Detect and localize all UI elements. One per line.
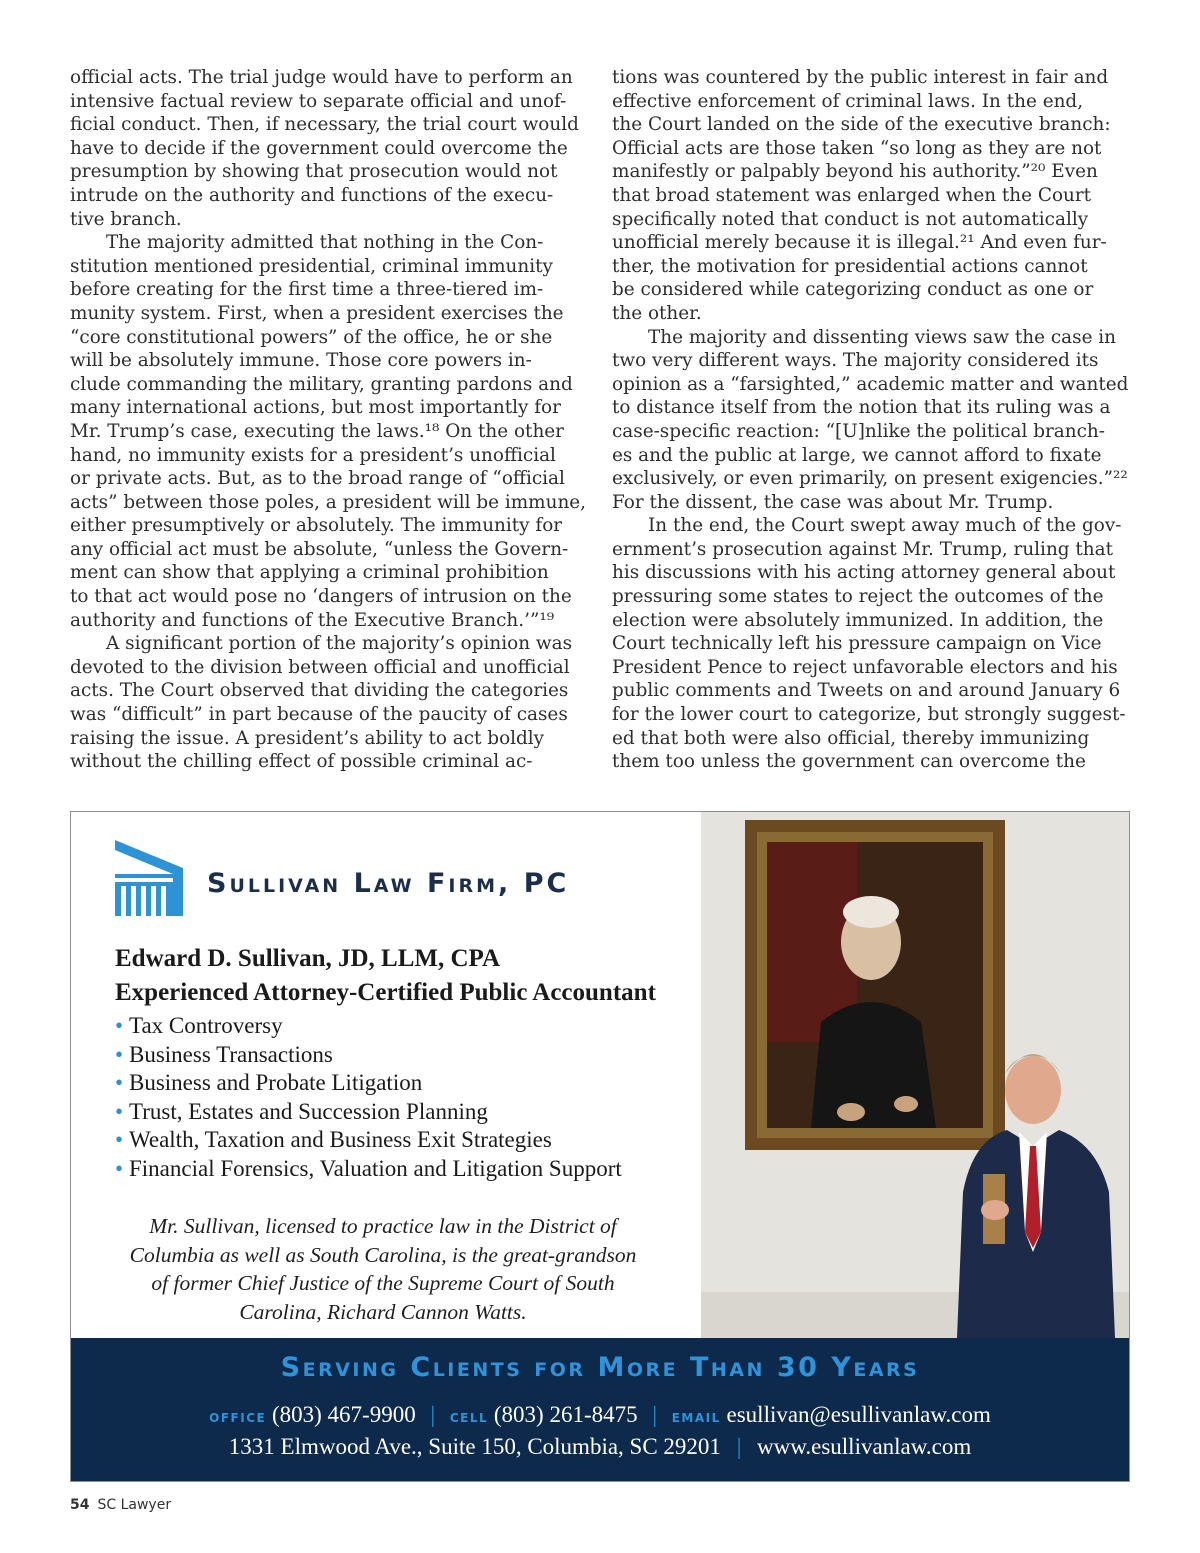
separator: |	[652, 1402, 657, 1427]
service-item	[115, 1126, 622, 1155]
service-item	[115, 1155, 622, 1184]
attorney-heading	[115, 942, 715, 1010]
service-label: Tax Controversy	[129, 1013, 283, 1038]
columns-logo-icon	[115, 840, 183, 916]
attorney-name: Edward D. Sullivan, JD, LLM, CPA	[115, 945, 501, 972]
law-firm-advertisement	[70, 811, 1130, 1482]
cell-phone[interactable]: (803) 261-8475	[493, 1402, 638, 1427]
cell-label: CELL	[449, 1411, 489, 1425]
article-left-column	[70, 66, 590, 774]
attorney-portrait-photo	[701, 812, 1130, 1338]
service-item	[115, 1012, 622, 1041]
attorney-bio: Mr. Sullivan, licensed to practice law in the District of Columbia as well as South Carolina, is the great-grandson of former Chief Justice of the Supreme Court of South Carolina, Richard Cannon Watts.	[129, 1214, 637, 1324]
service-label: Trust, Estates and Succession Planning	[129, 1098, 488, 1124]
service-label: Wealth, Taxation and Business Exit Strategies	[129, 1127, 552, 1152]
attorney-title: Experienced Attorney-Certified Public Accountant	[115, 979, 656, 1006]
article-paragraph: tions was countered by the public interest in fair and effective enforcement of criminal laws. In the end, the Court landed on the side of the executive branch: Official acts are those taken “so long as they are not manifestly or palpably beyond his authority.”²⁰ Even that broad statement was enlarged when the Court specifically noted that conduct is not automatically unofficial merely because it is illegal.²¹ And even fur- ther, the motivation for presidential actions cannot be considered while categorizing conduct as one or the other.	[612, 67, 1111, 324]
article-paragraph: The majority and dissenting views saw the case in two very different ways. The majority considered its opinion as a “farsighted,” academic matter and wanted to distance itself from the notion that its ruling was a case-specific reaction: “[U]nlike the political branch- es and the public at large, we cannot afford to fixate exclusively, or even primarily, on present exigencies.”²² For the dissent, the case was about Mr. Trump.	[612, 326, 1129, 513]
contact-banner	[71, 1338, 1129, 1481]
office-phone[interactable]: (803) 467-9900	[271, 1402, 416, 1427]
address-line	[71, 1434, 1129, 1460]
service-item	[115, 1069, 622, 1098]
firm-name: Sullivan Law Firm, PC	[207, 868, 570, 899]
separator: |	[736, 1434, 742, 1459]
contact-line	[71, 1402, 1129, 1428]
page-footer	[70, 1497, 171, 1513]
tagline: Serving Clients for More Than 30 Years	[280, 1352, 920, 1383]
email-label: EMAIL	[671, 1411, 721, 1425]
bullet-icon: •	[115, 1127, 124, 1152]
separator: |	[430, 1402, 436, 1427]
bullet-icon: •	[115, 1155, 124, 1181]
article-paragraph: A significant portion of the majority’s opinion was devoted to the division between official and unofficial acts. The Court observed that dividing the categories was “difficult” in part because of the paucity of cases raising the issue. A president’s ability to act boldly without the chilling effect of possible criminal ac-	[70, 633, 573, 773]
website-link[interactable]: www.esullivanlaw.com	[757, 1434, 972, 1459]
article-right-column	[612, 66, 1132, 774]
service-item	[115, 1098, 622, 1127]
article-paragraph: official acts. The trial judge would have to perform an intensive factual review to separate official and unof- ficial conduct. Then, if necessary, the trial court would have to decide if the government could overcome the presumption by showing that prosecution would not intrude on the authority and functions of the execu- tive branch.	[70, 67, 579, 230]
bullet-icon: •	[115, 1098, 124, 1124]
service-label: Business Transactions	[129, 1041, 333, 1067]
services-list	[115, 1012, 622, 1183]
bullet-icon: •	[115, 1013, 124, 1038]
service-label: Financial Forensics, Valuation and Litigation Support	[129, 1155, 622, 1181]
page-number: 54	[70, 1497, 90, 1513]
email-link[interactable]: esullivan@esullivanlaw.com	[726, 1402, 991, 1427]
article-paragraph: In the end, the Court swept away much of the gov- ernment’s prosecution against Mr. Trump, ruling that his discussions with his acting attorney general about pressuring some states to reject the outcomes of the election were absolutely immunized. In addition, the Court technically left his pressure campaign on Vice President Pence to reject unfavorable electors and his public comments and Tweets on and around January 6 for the lower court to categorize, but strongly suggest- ed that both were also official, thereby immunizing them too unless the government can overcome the	[612, 515, 1126, 773]
bullet-icon: •	[115, 1070, 124, 1095]
office-label: OFFICE	[209, 1411, 267, 1425]
publication-name: SC Lawyer	[97, 1497, 172, 1513]
bullet-icon: •	[115, 1041, 124, 1067]
service-label: Business and Probate Litigation	[129, 1070, 423, 1095]
street-address: 1331 Elmwood Ave., Suite 150, Columbia, SC 29201	[228, 1434, 721, 1459]
article-paragraph: The majority admitted that nothing in the Con- stitution mentioned presidential, criminal immunity before creating for the first time a three-tiered im- munity system. First, when a president exercises the “core constitutional powers” of the office, he or she will be absolutely immune. Those core powers in- clude commanding the military, granting pardons and many international actions, but most importantly for Mr. Trump’s case, executing the laws.¹⁸ On the other hand, no immunity exists for a president’s unofficial or private acts. But, as to the broad range of “official acts” between those poles, a president will be immune, either presumptively or absolutely. The immunity for any official act must be absolute, “unless the Govern- ment can show that applying a criminal prohibition to that act would pose no ‘dangers of intrusion on the authority and functions of the Executive Branch.’”¹⁹	[70, 232, 587, 631]
service-item	[115, 1041, 622, 1070]
